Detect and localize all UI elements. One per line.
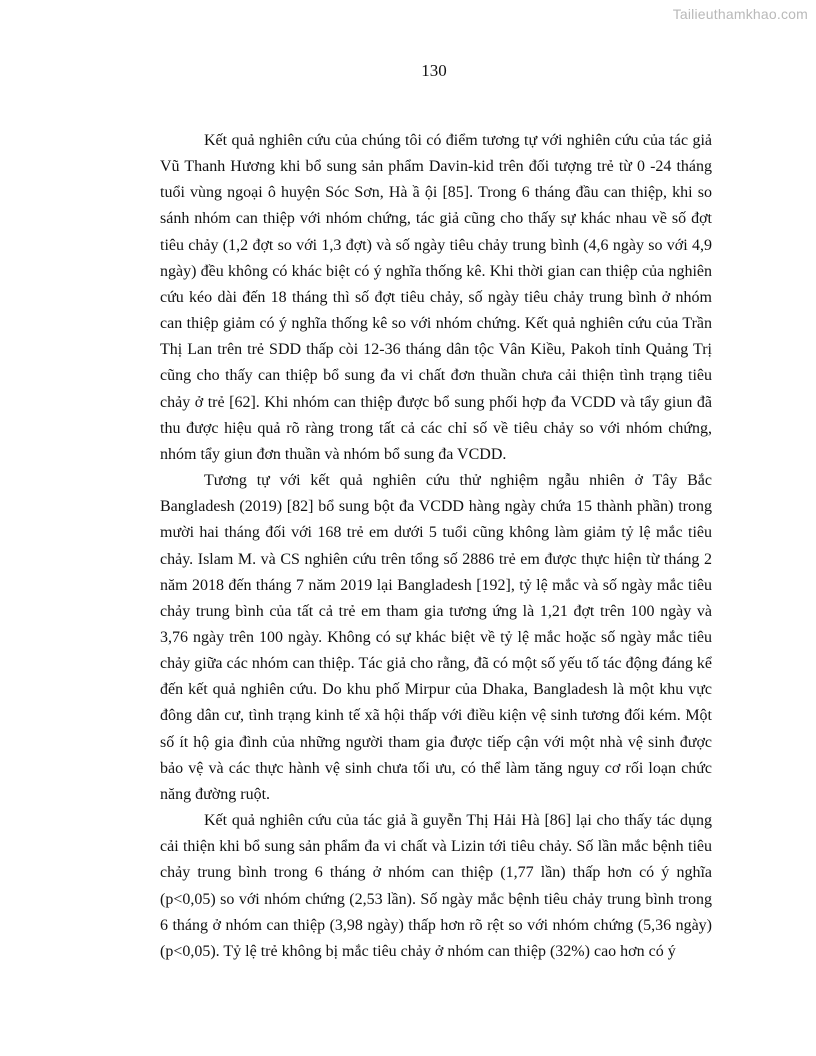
paragraph: Tương tự với kết quả nghiên cứu thử nghiệm ngẫu nhiên ở Tây Bắc Bangladesh (2019) [82] bổ sung bột đa VCDD hàng ngày chứa 15 thành phần) trong mười hai tháng đối với 168 trẻ em dưới 5 tuổi cũng không làm giảm tỷ lệ mắc tiêu chảy. Islam M. và CS nghiên cứu trên tổng số 2886 trẻ em được thực hiện từ tháng 2 năm 2018 đến tháng 7 năm 2019 lại Bangladesh [192], tỷ lệ mắc và số ngày mắc tiêu chảy trung bình của tất cả trẻ em tham gia tương ứng là 1,21 đợt trên 100 ngày và 3,76 ngày trên 100 ngày. Không có sự khác biệt về tỷ lệ mắc hoặc số ngày mắc tiêu chảy giữa các nhóm can thiệp. Tác giả cho rằng, đã có một số yếu tố tác động đáng kể đến kết quả nghiên cứu. Do khu phố Mirpur của Dhaka, Bangladesh là một khu vực đông dân cư, tình trạng kinh tế xã hội thấp với điều kiện vệ sinh tương đối kém. Một số ít hộ gia đình của những người tham gia được tiếp cận với một nhà vệ sinh được bảo vệ và các thực hành vệ sinh chưa tối ưu, có thể làm tăng nguy cơ rối loạn chức năng đường ruột.: [160, 472, 712, 803]
paragraph: Kết quả nghiên cứu của chúng tôi có điểm tương tự với nghiên cứu của tác giả Vũ Thanh Hương khi bổ sung sản phẩm Davin-kid trên đối tượng trẻ từ 0 -24 tháng tuổi vùng ngoại ô huyện Sóc Sơn, Hà ầ ội [85]. Trong 6 tháng đầu can thiệp, khi so sánh nhóm can thiệp với nhóm chứng, tác giả cũng cho thấy sự khác nhau về số đợt tiêu chảy (1,2 đợt so với 1,3 đợt) và số ngày tiêu chảy trung bình (4,6 ngày so với 4,9 ngày) đều không có khác biệt có ý nghĩa thống kê. Khi thời gian can thiệp của nghiên cứu kéo dài đến 18 tháng thì số đợt tiêu chảy, số ngày tiêu chảy trung bình ở nhóm can thiệp giảm có ý nghĩa thống kê so với nhóm chứng. Kết quả nghiên cứu của Trần Thị Lan trên trẻ SDD thấp còi 12-36 tháng dân tộc Vân Kiều, Pakoh tỉnh Quảng Trị cũng cho thấy can thiệp bổ sung đa vi chất đơn thuần chưa cải thiện tình trạng tiêu chảy ở trẻ [62]. Khi nhóm can thiệp được bổ sung phối hợp đa VCDD và tẩy giun đã thu được hiệu quả rõ ràng trong tất cả các chỉ số về tiêu chảy so với nhóm chứng, nhóm tẩy giun đơn thuần và nhóm bổ sung đa VCDD.: [160, 132, 712, 463]
document-body: [160, 128, 712, 965]
paragraph: Kết quả nghiên cứu của tác giả ầ guyễn Thị Hải Hà [86] lại cho thấy tác dụng cải thiện khi bổ sung sản phẩm đa vi chất và Lizin tới tiêu chảy. Số lần mắc bệnh tiêu chảy trung bình trong 6 tháng ở nhóm can thiệp (1,77 lần) thấp hơn có ý nghĩa (p<0,05) so với nhóm chứng (2,53 lần). Số ngày mắc bệnh tiêu chảy trung bình trong 6 tháng ở nhóm can thiệp (3,98 ngày) thấp hơn rõ rệt so với nhóm chứng (5,36 ngày) (p<0,05). Tỷ lệ trẻ không bị mắc tiêu chảy ở nhóm can thiệp (32%) cao hơn có ý: [160, 812, 712, 960]
watermark: Tailieuthamkhao.com: [672, 6, 808, 22]
page-number: 130: [421, 61, 447, 80]
